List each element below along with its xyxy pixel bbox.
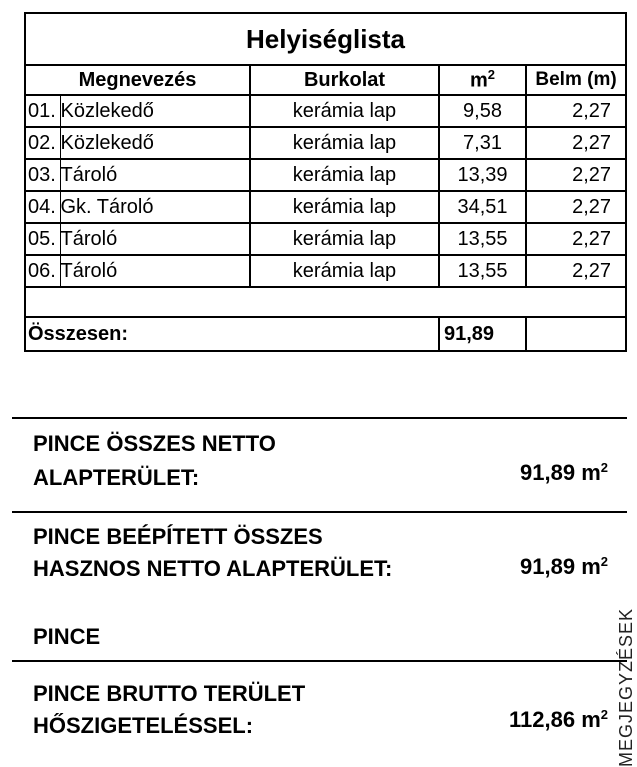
side-note-text: MEGJEGYZÉSEK (616, 607, 636, 767)
room-covering: kerámia lap (250, 127, 439, 159)
room-number: 04. (25, 191, 60, 223)
total-label: Összesen: (25, 317, 439, 351)
divider-1 (12, 417, 627, 419)
room-area: 9,58 (439, 95, 526, 127)
room-list-table (24, 12, 627, 352)
net-area-sup: 2 (600, 460, 608, 475)
table-row (25, 191, 626, 223)
room-height: 2,27 (526, 159, 626, 191)
room-name: Tároló (60, 223, 250, 255)
room-covering: kerámia lap (250, 255, 439, 287)
empty-row (25, 287, 626, 317)
room-covering: kerámia lap (250, 95, 439, 127)
room-covering: kerámia lap (250, 159, 439, 191)
room-area: 13,55 (439, 255, 526, 287)
header-area-unit: m (469, 69, 488, 92)
built-net-value (520, 547, 608, 582)
built-net-sup: 2 (600, 554, 608, 569)
gross-label-line1: PINCE BRUTTO TERÜLET (33, 681, 306, 706)
room-number: 02. (25, 127, 60, 159)
room-number: 01. (25, 95, 60, 127)
divider-3 (12, 660, 627, 662)
room-height: 2,27 (526, 95, 626, 127)
built-net-number: 91,89 m (520, 554, 601, 579)
room-number: 03. (25, 159, 60, 191)
room-name: Közlekedő (60, 127, 250, 159)
room-name: Tároló (60, 159, 250, 191)
table-row (25, 159, 626, 191)
room-name: Gk. Tároló (60, 191, 250, 223)
room-number: 06. (25, 255, 60, 287)
header-height: Belm (m) (526, 65, 626, 95)
room-height: 2,27 (526, 127, 626, 159)
room-name: Tároló (60, 255, 250, 287)
header-covering: Burkolat (250, 65, 439, 95)
room-height: 2,27 (526, 191, 626, 223)
header-area (439, 65, 526, 95)
table-title: Helyiséglista (25, 13, 626, 65)
total-row (25, 317, 626, 351)
net-area-label-line1: PINCE ÖSSZES NETTO (33, 431, 276, 456)
room-rows (25, 95, 626, 287)
room-height: 2,27 (526, 223, 626, 255)
divider-2 (12, 511, 627, 513)
header-name: Megnevezés (25, 65, 250, 95)
table-row (25, 223, 626, 255)
room-area: 13,55 (439, 223, 526, 255)
table-row (25, 127, 626, 159)
room-height: 2,27 (526, 255, 626, 287)
gross-number: 112,86 m (509, 707, 601, 732)
built-net-label-line1: PINCE BEÉPÍTETT ÖSSZES (33, 524, 323, 549)
room-area: 13,39 (439, 159, 526, 191)
room-name: Közlekedő (60, 95, 250, 127)
total-value: 91,89 (439, 317, 526, 351)
built-net-label-line2: HASZNOS NETTO ALAPTERÜLET: (33, 556, 393, 581)
gross-sup: 2 (600, 707, 608, 722)
room-covering: kerámia lap (250, 223, 439, 255)
net-area-value (520, 453, 608, 488)
section-heading-pince: PINCE (33, 624, 101, 649)
gross-value (509, 700, 608, 735)
gross-label-line2: HŐSZIGETELÉSSEL: (33, 713, 254, 738)
table-row (25, 95, 626, 127)
room-number: 05. (25, 223, 60, 255)
room-area: 34,51 (439, 191, 526, 223)
net-area-label-line2: ALAPTERÜLET: (33, 465, 200, 490)
room-covering: kerámia lap (250, 191, 439, 223)
total-empty-cell (526, 317, 626, 351)
room-area: 7,31 (439, 127, 526, 159)
table-row (25, 255, 626, 287)
header-area-sup: 2 (487, 67, 496, 83)
net-area-number: 91,89 m (520, 460, 601, 485)
empty-cell (25, 287, 626, 317)
